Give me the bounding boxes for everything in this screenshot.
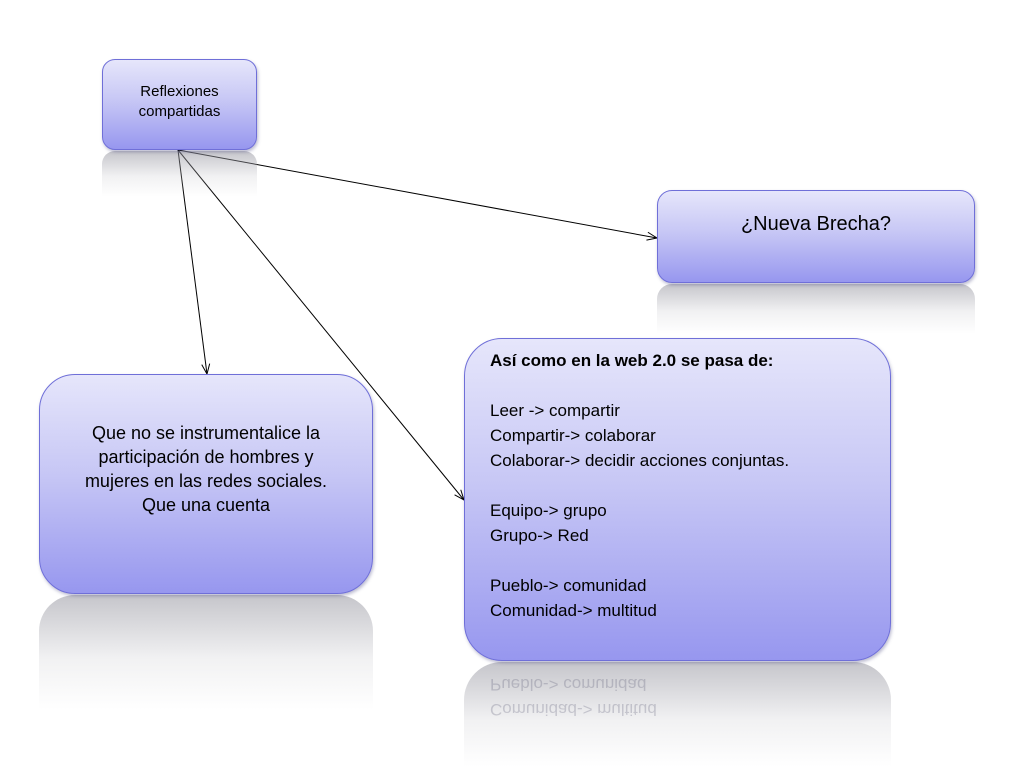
arrow-to-instrumentalice [178,150,207,374]
node-label: Que no se instrumentalice la participación de hombres y mujeres en las redes sociales. Que una cuenta [84,423,328,515]
text-line: Equipo-> grupo [490,501,607,520]
node-instrumentalice [39,374,373,594]
text-group [490,398,789,473]
text-line: Pueblo-> comunidad [490,576,647,595]
reflection-ghost-text: Comunidad-> multitud Pueblo-> comunidad [490,675,657,719]
text-line: Grupo-> Red [490,526,589,545]
node-nueva-brecha [657,190,975,283]
text-line: Leer -> compartir [490,401,620,420]
node-title: Así como en la web 2.0 se pasa de: [490,351,774,370]
node-web20 [464,338,891,661]
node-label: ¿Nueva Brecha? [740,213,892,235]
text-group [490,498,789,548]
text-line: Colaborar-> decidir acciones conjuntas. [490,451,790,470]
text-line: Compartir-> colaborar [490,426,656,445]
node-reflexiones-compartidas [102,59,257,150]
arrow-to-nueva-brecha [178,150,657,238]
text-group [490,573,789,623]
text-line: Comunidad-> multitud [490,601,657,620]
node-label: Reflexiones compartidas [138,83,221,120]
node-web20-content [490,348,789,623]
